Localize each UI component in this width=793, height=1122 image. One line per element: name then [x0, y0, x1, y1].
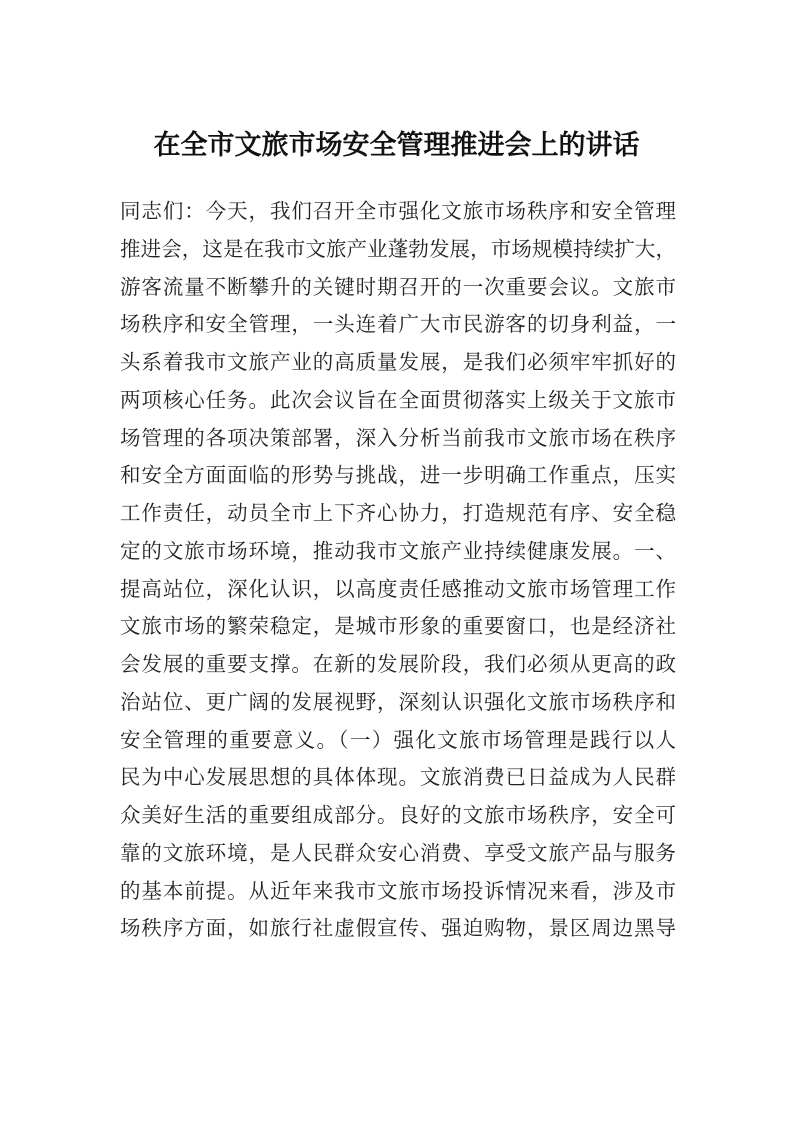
text-line: 和安全方面面临的形势与挑战，进一步明确工作重点，压实 — [120, 463, 676, 488]
text-line: 民为中心发展思想的具体体现。文旅消费已日益成为人民群 — [120, 765, 676, 790]
text-line: 的基本前提。从近年来我市文旅市场投诉情况来看，涉及市 — [120, 878, 676, 903]
text-line: 会发展的重要支撑。在新的发展阶段，我们必须从更高的政 — [120, 652, 676, 676]
text-line: 提高站位，深化认识，以高度责任感推动文旅市场管理工作 — [120, 576, 676, 601]
document-title: 在全市文旅市场安全管理推进会上的讲话 — [153, 130, 640, 161]
text-line: 定的文旅市场环境，推动我市文旅产业持续健康发展。一、 — [120, 538, 676, 563]
text-line: 场管理的各项决策部署，深入分析当前我市文旅市场在秩序 — [120, 425, 676, 450]
text-line: 众美好生活的重要组成部分。良好的文旅市场秩序，安全可 — [120, 803, 676, 827]
text-line: 安全管理的重要意义。（一）强化文旅市场管理是践行以人 — [120, 727, 676, 752]
text-line: 两项核心任务。此次会议旨在全面贯彻落实上级关于文旅市 — [120, 387, 676, 412]
speech-body — [120, 193, 676, 948]
text-line: 推进会，这是在我市文旅产业蓬勃发展，市场规模持续扩大， — [120, 236, 676, 261]
text-line: 靠的文旅环境，是人民群众安心消费、享受文旅产品与服务 — [120, 840, 676, 865]
text-line: 头系着我市文旅产业的高质量发展，是我们必须牢牢抓好的 — [120, 350, 676, 374]
text-line: 治站位、更广阔的发展视野，深刻认识强化文旅市场秩序和 — [120, 689, 676, 714]
text-line: 场秩序方面，如旅行社虚假宣传、强迫购物，景区周边黑导 — [120, 916, 676, 941]
text-line: 工作责任，动员全市上下齐心协力，打造规范有序、安全稳 — [120, 501, 676, 525]
text-line: 同志们：今天，我们召开全市强化文旅市场秩序和安全管理 — [120, 199, 676, 223]
text-line: 文旅市场的繁荣稳定，是城市形象的重要窗口，也是经济社 — [120, 614, 676, 639]
text-line: 游客流量不断攀升的关键时期召开的一次重要会议。文旅市 — [120, 274, 676, 299]
text-line: 场秩序和安全管理，一头连着广大市民游客的切身利益，一 — [120, 312, 676, 337]
